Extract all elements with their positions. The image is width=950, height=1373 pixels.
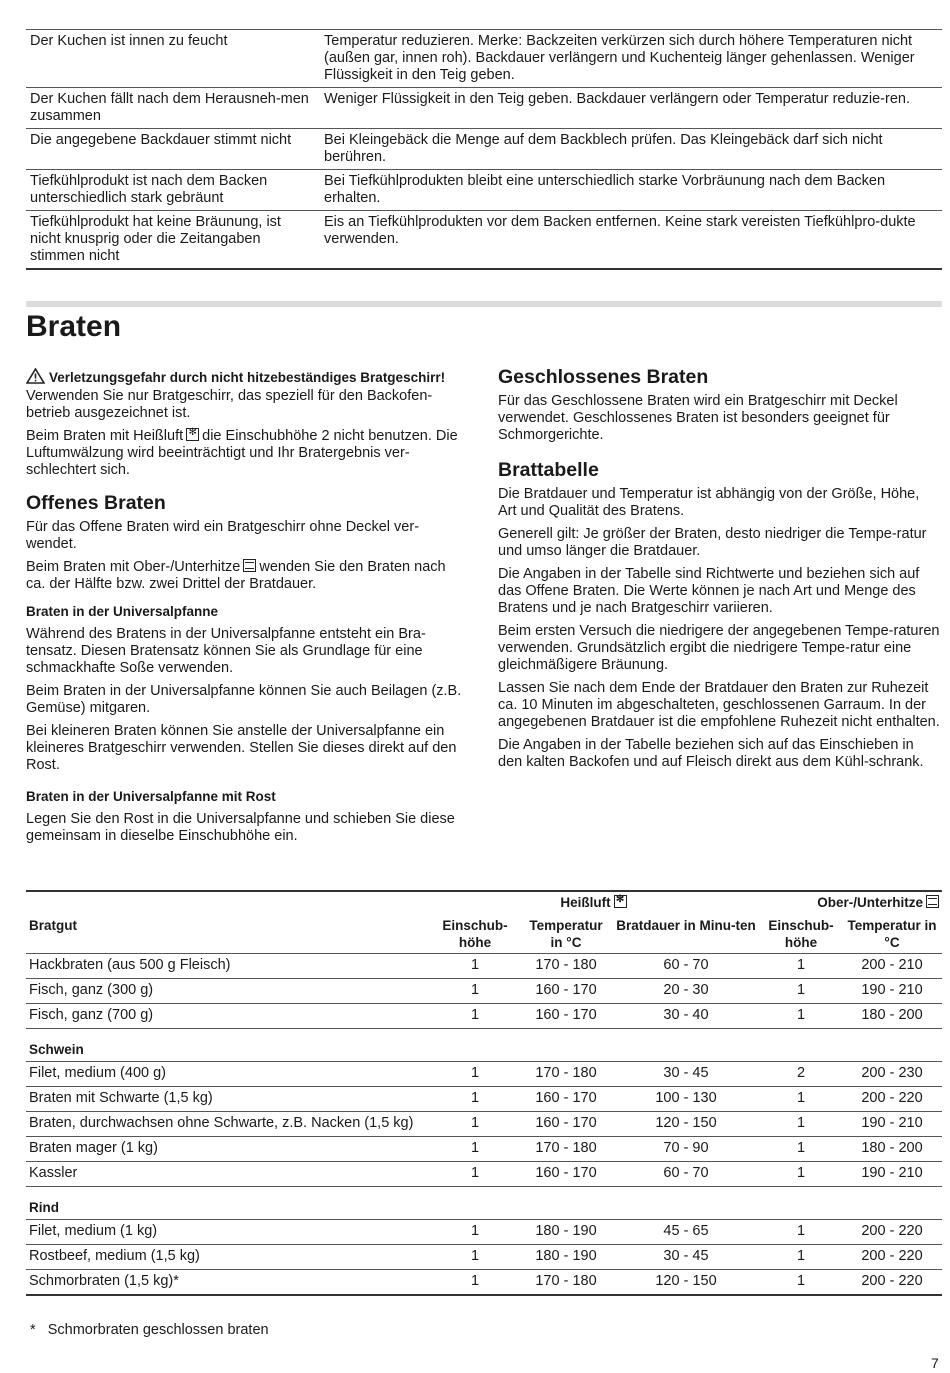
brattabelle-text-5: Lassen Sie nach dem Ende der Bratdauer den Braten zur Ruhezeit ca. 10 Minuten im abgeschalteten, geschlossenen Garraum. In der angegebenen Bratdauer ist die empfohlene Ruhezeit nicht enthalten. [498,680,940,730]
table-row [26,1004,942,1029]
bratgut-cell: Kassler [26,1162,430,1187]
universalpfanne-text-3: Bei kleineren Braten können Sie anstelle der Universalpfanne ein kleineres Bratgeschirr verwenden. Stellen Sie dieses direkt auf den Rost. [26,723,457,773]
universalpfanne-text-2: Beim Braten in der Universalpfanne können Sie auch Beilagen (z.B. Gemüse) mitgaren. [26,683,462,716]
brattabelle-text-1: Die Bratdauer und Temperatur ist abhängig von der Größe, Höhe, Art und Qualität des Bratens. [498,486,920,519]
value-cell: 1 [430,1087,520,1112]
value-cell: 190 - 210 [842,1112,942,1137]
value-cell: 1 [430,1112,520,1137]
value-cell: 160 - 170 [520,979,612,1004]
table-row [26,30,942,88]
bratgut-cell: Schmorbraten (1,5 kg)* [26,1270,430,1296]
footnote: * Schmorbraten geschlossen braten [30,1322,269,1338]
hot-air-fan-icon [614,895,627,908]
value-cell: 170 - 180 [520,954,612,979]
left-column [26,368,468,851]
top-bottom-heat-icon [926,895,939,908]
heading-universalpfanne: Braten in der Universalpfanne [26,604,219,619]
page-number: 7 [931,1355,939,1371]
bratgut-cell: Braten mager (1 kg) [26,1137,430,1162]
value-cell: 1 [430,1162,520,1187]
value-cell: 200 - 220 [842,1220,942,1245]
value-cell: 2 [760,1062,842,1087]
remedy-cell: Temperatur reduzieren. Merke: Backzeiten verkürzen sich durch höhere Temperaturen nicht (außen gar, innen roh). Backdauer verlängern und Kuchenteig länger gehenlassen. Weniger Flüssigkeit in den Teig geben. [316,30,942,88]
value-cell: 180 - 190 [520,1245,612,1270]
table-row [26,979,942,1004]
col-header-bratdauer: Bratdauer in Minu-ten [616,918,756,933]
col-header-bratgut: Bratgut [29,918,77,933]
value-cell: 120 - 150 [612,1270,760,1296]
table-row [26,1245,942,1270]
heading-offenes-braten: Offenes Braten [26,492,166,514]
bratgut-cell: Fisch, ganz (300 g) [26,979,430,1004]
problem-cell: Der Kuchen fällt nach dem Herausneh-men zusammen [26,88,316,129]
col-header-einschubhoehe: Einschub-höhe [442,918,508,950]
universalpfanne-text-1: Während des Bratens in der Universalpfanne entsteht ein Bra-tensatz. Diesen Bratensatz können Sie als Grundlage für eine schmackhafte Soße verwenden. [26,626,426,676]
value-cell: 180 - 190 [520,1220,612,1245]
geschlossenes-text: Für das Geschlossene Braten wird ein Bratgeschirr mit Deckel verwendet. Geschlossenes Braten ist besonders geeignet für Schmorgerichte. [498,393,898,443]
value-cell: 70 - 90 [612,1137,760,1162]
top-bottom-heat-icon [243,559,256,572]
section-title: Braten [26,310,122,343]
problem-cell: Die angegebene Backdauer stimmt nicht [26,129,316,170]
value-cell: 160 - 170 [520,1162,612,1187]
value-cell: 170 - 180 [520,1062,612,1087]
value-cell: 200 - 220 [842,1087,942,1112]
brattabelle-text-4: Beim ersten Versuch die niedrigere der angegebenen Tempe-raturen verwenden. Grundsätzlich ergibt die niedrigere Tempe-ratur eine gleichmäßigere Bräunung. [498,623,940,673]
value-cell: 1 [430,1004,520,1029]
universalpfanne-rost-text: Legen Sie den Rost in die Universalpfanne und schieben Sie diese gemeinsam in dieselbe Einschubhöhe ein. [26,811,455,844]
table-row [26,1112,942,1137]
warning-block [26,368,468,479]
warning-triangle-icon [26,368,45,388]
value-cell: 1 [430,1220,520,1245]
col-header-temperatur: Temperatur in °C [529,918,603,950]
value-cell: 1 [760,1245,842,1270]
value-cell: 1 [430,1062,520,1087]
value-cell: 200 - 220 [842,1245,942,1270]
bratgut-cell: Braten mit Schwarte (1,5 kg) [26,1087,430,1112]
value-cell: 45 - 65 [612,1220,760,1245]
offenes-text-1: Für das Offene Braten wird ein Bratgeschirr ohne Deckel ver-wendet. [26,519,420,552]
value-cell: 160 - 170 [520,1004,612,1029]
value-cell: 1 [430,1270,520,1296]
problem-cell: Tiefkühlprodukt hat keine Bräunung, ist nicht knusprig oder die Zeitangaben stimmen nicht [26,211,316,270]
group-heissluft: Heißluft✻ [430,891,760,915]
brattabelle-text-3: Die Angaben in der Tabelle sind Richtwerte und beziehen sich auf das Offene Braten. Die Werte können je nach Art und Menge des Bratens und je nach Bratgeschirr variieren. [498,566,920,616]
table-row [26,954,942,979]
value-cell: 1 [430,979,520,1004]
remedy-cell: Bei Kleingebäck die Menge auf dem Backblech prüfen. Das Kleingebäck darf sich nicht berühren. [316,129,942,170]
value-cell: 1 [760,1004,842,1029]
value-cell: 1 [430,1137,520,1162]
category-row-rind [26,1187,942,1220]
value-cell: 190 - 210 [842,1162,942,1187]
table-row [26,88,942,129]
value-cell: 1 [760,1270,842,1296]
value-cell: 170 - 180 [520,1137,612,1162]
value-cell: 1 [760,1137,842,1162]
right-column [498,365,940,777]
bratgut-cell: Filet, medium (1 kg) [26,1220,430,1245]
value-cell: 1 [760,1162,842,1187]
warning-text-2: Beim Braten mit Heißluft✻ die Einschubhöhe 2 nicht benutzen. Die Luftumwälzung wird beeinträchtigt und Ihr Bratergebnis ver-schlechtert sich. [26,428,468,479]
col-header-temperatur-2: Temperatur in °C [847,918,937,950]
troubleshooting-table [26,29,942,270]
value-cell: 1 [430,954,520,979]
value-cell: 1 [760,1220,842,1245]
value-cell: 170 - 180 [520,1270,612,1296]
value-cell: 30 - 45 [612,1245,760,1270]
value-cell: 60 - 70 [612,1162,760,1187]
warning-text-1: Verwenden Sie nur Bratgeschirr, das speziell für den Backofen-betrieb ausgezeichnet ist. [26,388,433,421]
problem-cell: Tiefkühlprodukt ist nach dem Backen unterschiedlich stark gebräunt [26,170,316,211]
table-row [26,1220,942,1245]
value-cell: 20 - 30 [612,979,760,1004]
col-header-einschubhoehe-2: Einschub-höhe [768,918,834,950]
problem-cell: Der Kuchen ist innen zu feucht [26,30,316,88]
value-cell: 30 - 45 [612,1062,760,1087]
table-row [26,211,942,270]
heading-geschlossenes-braten: Geschlossenes Braten [498,366,709,388]
hot-air-fan-icon [186,428,199,441]
value-cell: 1 [760,1087,842,1112]
value-cell: 190 - 210 [842,979,942,1004]
bratgut-cell: Braten, durchwachsen ohne Schwarte, z.B. Nacken (1,5 kg) [26,1112,430,1137]
remedy-cell: Weniger Flüssigkeit in den Teig geben. Backdauer verlängern oder Temperatur reduzie-ren. [316,88,942,129]
bratgut-cell: Filet, medium (400 g) [26,1062,430,1087]
section-divider [26,301,942,307]
bratgut-cell: Rostbeef, medium (1,5 kg) [26,1245,430,1270]
value-cell: 160 - 170 [520,1112,612,1137]
table-row [26,1137,942,1162]
roasting-table [26,890,942,1296]
value-cell: 200 - 210 [842,954,942,979]
value-cell: 200 - 230 [842,1062,942,1087]
value-cell: 1 [760,1112,842,1137]
table-row [26,1270,942,1296]
table-row [26,129,942,170]
table-row [26,170,942,211]
value-cell: 180 - 200 [842,1137,942,1162]
heading-brattabelle: Brattabelle [498,459,599,481]
brattabelle-text-6: Die Angaben in der Tabelle beziehen sich auf das Einschieben in den kalten Backofen und auf Fleisch direkt aus dem Kühl-schrank. [498,737,924,770]
value-cell: 180 - 200 [842,1004,942,1029]
category-label: Rind [26,1187,942,1220]
warning-title: Verletzungsgefahr durch nicht hitzebeständiges Bratgeschirr! [26,368,468,388]
value-cell: 30 - 40 [612,1004,760,1029]
remedy-cell: Eis an Tiefkühlprodukten vor dem Backen entfernen. Keine stark vereisten Tiefkühlpro-dukte verwenden. [316,211,942,270]
value-cell: 1 [430,1245,520,1270]
table-row [26,1162,942,1187]
table-row [26,1062,942,1087]
bratgut-cell: Hackbraten (aus 500 g Fleisch) [26,954,430,979]
value-cell: 160 - 170 [520,1087,612,1112]
value-cell: 100 - 130 [612,1087,760,1112]
value-cell: 1 [760,954,842,979]
value-cell: 120 - 150 [612,1112,760,1137]
category-row-schwein [26,1029,942,1062]
remedy-cell: Bei Tiefkühlprodukten bleibt eine unterschiedlich starke Vorbräunung nach dem Backen erhalten. [316,170,942,211]
group-ober-unterhitze: Ober-/Unterhitze [760,891,942,915]
bratgut-cell: Fisch, ganz (700 g) [26,1004,430,1029]
value-cell: 60 - 70 [612,954,760,979]
table-row [26,1087,942,1112]
offenes-text-2: Beim Braten mit Ober-/Unterhitze wenden Sie den Braten nach ca. der Hälfte bzw. zwei Drittel der Bratdauer. [26,559,446,592]
value-cell: 200 - 220 [842,1270,942,1296]
brattabelle-text-2: Generell gilt: Je größer der Braten, desto niedriger die Tempe-ratur und umso länger die Bratdauer. [498,526,927,559]
heading-universalpfanne-rost: Braten in der Universalpfanne mit Rost [26,789,276,804]
category-label: Schwein [26,1029,942,1062]
value-cell: 1 [760,979,842,1004]
